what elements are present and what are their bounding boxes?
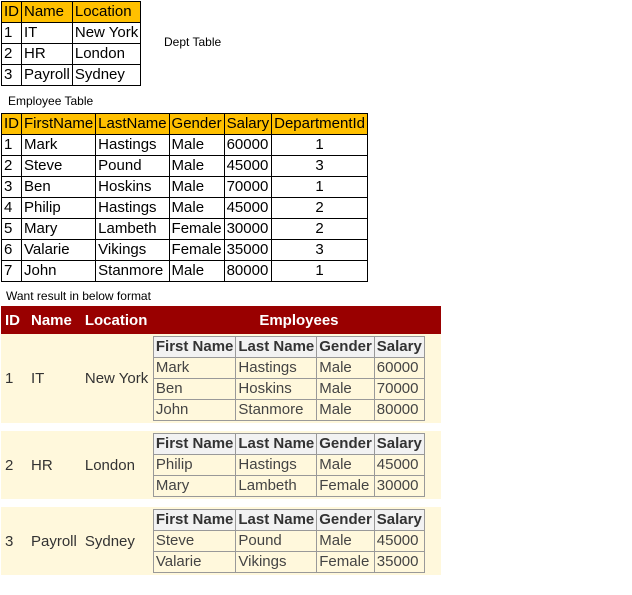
nested-employee-cell: Mary (153, 476, 236, 497)
nested-employee-cell: Pound (236, 531, 317, 552)
employee-cell: Hastings (96, 135, 169, 156)
nested-employee-cell: Hoskins (236, 379, 317, 400)
department-name: HR (27, 431, 81, 499)
employee-row (2, 177, 368, 198)
employee-header-cell: ID (2, 114, 22, 135)
nested-employee-table (153, 433, 425, 497)
employee-cell: Male (169, 198, 224, 219)
employee-cell: Male (169, 177, 224, 198)
nested-employee-cell: Philip (153, 455, 236, 476)
employee-cell: Pound (96, 156, 169, 177)
employee-header-cell: LastName (96, 114, 169, 135)
employee-cell: Valarie (22, 240, 96, 261)
result-table (1, 306, 441, 575)
nested-employee-cell: Steve (153, 531, 236, 552)
department-location: London (81, 431, 153, 499)
employee-header-cell: DepartmentId (272, 114, 368, 135)
employee-header-cell: FirstName (22, 114, 96, 135)
nested-employee-cell: Male (317, 400, 375, 421)
result-header-row (1, 306, 441, 334)
nested-header-row (153, 434, 424, 455)
employee-row (2, 219, 368, 240)
nested-employee-cell: 35000 (374, 552, 424, 573)
dept-cell: 2 (2, 44, 22, 65)
dept-table-caption: Dept Table (164, 35, 222, 49)
employee-cell: Lambeth (96, 219, 169, 240)
employee-table (1, 113, 368, 282)
employee-cell: 3 (272, 156, 368, 177)
employee-cell: 1 (272, 261, 368, 282)
employee-cell: 2 (272, 198, 368, 219)
department-group-row (1, 507, 441, 575)
nested-header-cell: Last Name (236, 337, 317, 358)
nested-employee-row (153, 455, 424, 476)
employees-cell (153, 334, 441, 423)
dept-header-cell: ID (2, 2, 22, 23)
employee-cell: 2 (272, 219, 368, 240)
employee-cell: Ben (22, 177, 96, 198)
employee-cell: 3 (272, 240, 368, 261)
nested-header-cell: First Name (153, 510, 236, 531)
dept-header-cell: Name (22, 2, 73, 23)
employee-cell: 5 (2, 219, 22, 240)
nested-employee-cell: Male (317, 531, 375, 552)
nested-employee-row (153, 476, 424, 497)
nested-employee-row (153, 400, 424, 421)
employee-cell: Vikings (96, 240, 169, 261)
nested-header-cell: Salary (374, 337, 424, 358)
nested-employee-cell: John (153, 400, 236, 421)
dept-cell: 3 (2, 65, 22, 86)
dept-table (1, 1, 141, 86)
employee-cell: 7 (2, 261, 22, 282)
employee-row (2, 135, 368, 156)
nested-employee-cell: Vikings (236, 552, 317, 573)
nested-header-row (153, 510, 424, 531)
employee-cell: 6 (2, 240, 22, 261)
nested-employee-cell: Ben (153, 379, 236, 400)
result-caption: Want result in below format (6, 289, 151, 303)
nested-employee-cell: 80000 (374, 400, 424, 421)
employee-header-cell: Salary (224, 114, 272, 135)
result-header-employees: Employees (153, 306, 441, 334)
employee-cell: 60000 (224, 135, 272, 156)
result-table-body (1, 334, 441, 575)
employee-cell: 35000 (224, 240, 272, 261)
nested-employee-cell: Male (317, 455, 375, 476)
employee-cell: Steve (22, 156, 96, 177)
group-spacer-cell (1, 423, 441, 431)
nested-employee-cell: Stanmore (236, 400, 317, 421)
nested-employee-row (153, 358, 424, 379)
group-spacer (1, 423, 441, 431)
dept-cell: London (72, 44, 140, 65)
employee-cell: Female (169, 240, 224, 261)
nested-employee-cell: Lambeth (236, 476, 317, 497)
dept-cell: HR (22, 44, 73, 65)
employee-row (2, 156, 368, 177)
dept-row (2, 44, 141, 65)
employees-cell (153, 431, 441, 499)
employee-header-row (2, 114, 368, 135)
nested-employee-cell: 60000 (374, 358, 424, 379)
employee-cell: 3 (2, 177, 22, 198)
nested-employee-cell: Valarie (153, 552, 236, 573)
nested-header-cell: Gender (317, 434, 375, 455)
employee-cell: Philip (22, 198, 96, 219)
nested-header-row (153, 337, 424, 358)
nested-employee-cell: Male (317, 358, 375, 379)
nested-employee-cell: Hastings (236, 455, 317, 476)
employee-cell: Hastings (96, 198, 169, 219)
nested-header-cell: First Name (153, 434, 236, 455)
employee-cell: Mark (22, 135, 96, 156)
nested-header-cell: First Name (153, 337, 236, 358)
department-location: New York (81, 334, 153, 423)
dept-header-row (2, 2, 141, 23)
nested-header-cell: Gender (317, 337, 375, 358)
nested-employee-cell: 45000 (374, 531, 424, 552)
dept-cell: Payroll (22, 65, 73, 86)
employee-cell: Male (169, 135, 224, 156)
nested-employee-row (153, 379, 424, 400)
employees-cell (153, 507, 441, 575)
dept-cell: IT (22, 23, 73, 44)
employee-row (2, 261, 368, 282)
result-header-id: ID (1, 306, 27, 334)
result-header-location: Location (81, 306, 153, 334)
nested-employee-table (153, 336, 425, 421)
nested-employee-cell: Female (317, 476, 375, 497)
employee-row (2, 198, 368, 219)
employee-table-body (2, 135, 368, 282)
nested-employee-row (153, 552, 424, 573)
employee-cell: 1 (272, 177, 368, 198)
nested-employee-cell: Hastings (236, 358, 317, 379)
department-id: 1 (1, 334, 27, 423)
employee-cell: 2 (2, 156, 22, 177)
employee-cell: Male (169, 261, 224, 282)
department-id: 2 (1, 431, 27, 499)
dept-row (2, 23, 141, 44)
department-location: Sydney (81, 507, 153, 575)
employee-cell: Stanmore (96, 261, 169, 282)
nested-header-cell: Salary (374, 434, 424, 455)
dept-header-cell: Location (72, 2, 140, 23)
nested-employee-table (153, 509, 425, 573)
group-spacer (1, 499, 441, 507)
dept-cell: New York (72, 23, 140, 44)
dept-cell: Sydney (72, 65, 140, 86)
employee-row (2, 240, 368, 261)
nested-header-cell: Gender (317, 510, 375, 531)
result-header-name: Name (27, 306, 81, 334)
employee-cell: 1 (272, 135, 368, 156)
employee-table-caption: Employee Table (8, 94, 94, 108)
department-id: 3 (1, 507, 27, 575)
employee-cell: 1 (2, 135, 22, 156)
employee-cell: Female (169, 219, 224, 240)
nested-employee-cell: Mark (153, 358, 236, 379)
department-name: Payroll (27, 507, 81, 575)
nested-employee-cell: Female (317, 552, 375, 573)
employee-cell: 45000 (224, 198, 272, 219)
employee-cell: 70000 (224, 177, 272, 198)
employee-cell: 30000 (224, 219, 272, 240)
employee-cell: John (22, 261, 96, 282)
employee-cell: 80000 (224, 261, 272, 282)
nested-employee-row (153, 531, 424, 552)
department-group-row (1, 431, 441, 499)
dept-cell: 1 (2, 23, 22, 44)
employee-cell: Mary (22, 219, 96, 240)
dept-row (2, 65, 141, 86)
employee-cell: Hoskins (96, 177, 169, 198)
employee-header-cell: Gender (169, 114, 224, 135)
nested-header-cell: Salary (374, 510, 424, 531)
nested-employee-cell: 45000 (374, 455, 424, 476)
nested-employee-cell: 30000 (374, 476, 424, 497)
department-group-row (1, 334, 441, 423)
group-spacer-cell (1, 499, 441, 507)
nested-header-cell: Last Name (236, 510, 317, 531)
nested-header-cell: Last Name (236, 434, 317, 455)
employee-cell: 4 (2, 198, 22, 219)
employee-cell: Male (169, 156, 224, 177)
nested-employee-cell: Male (317, 379, 375, 400)
employee-cell: 45000 (224, 156, 272, 177)
dept-table-body (2, 23, 141, 86)
department-name: IT (27, 334, 81, 423)
nested-employee-cell: 70000 (374, 379, 424, 400)
